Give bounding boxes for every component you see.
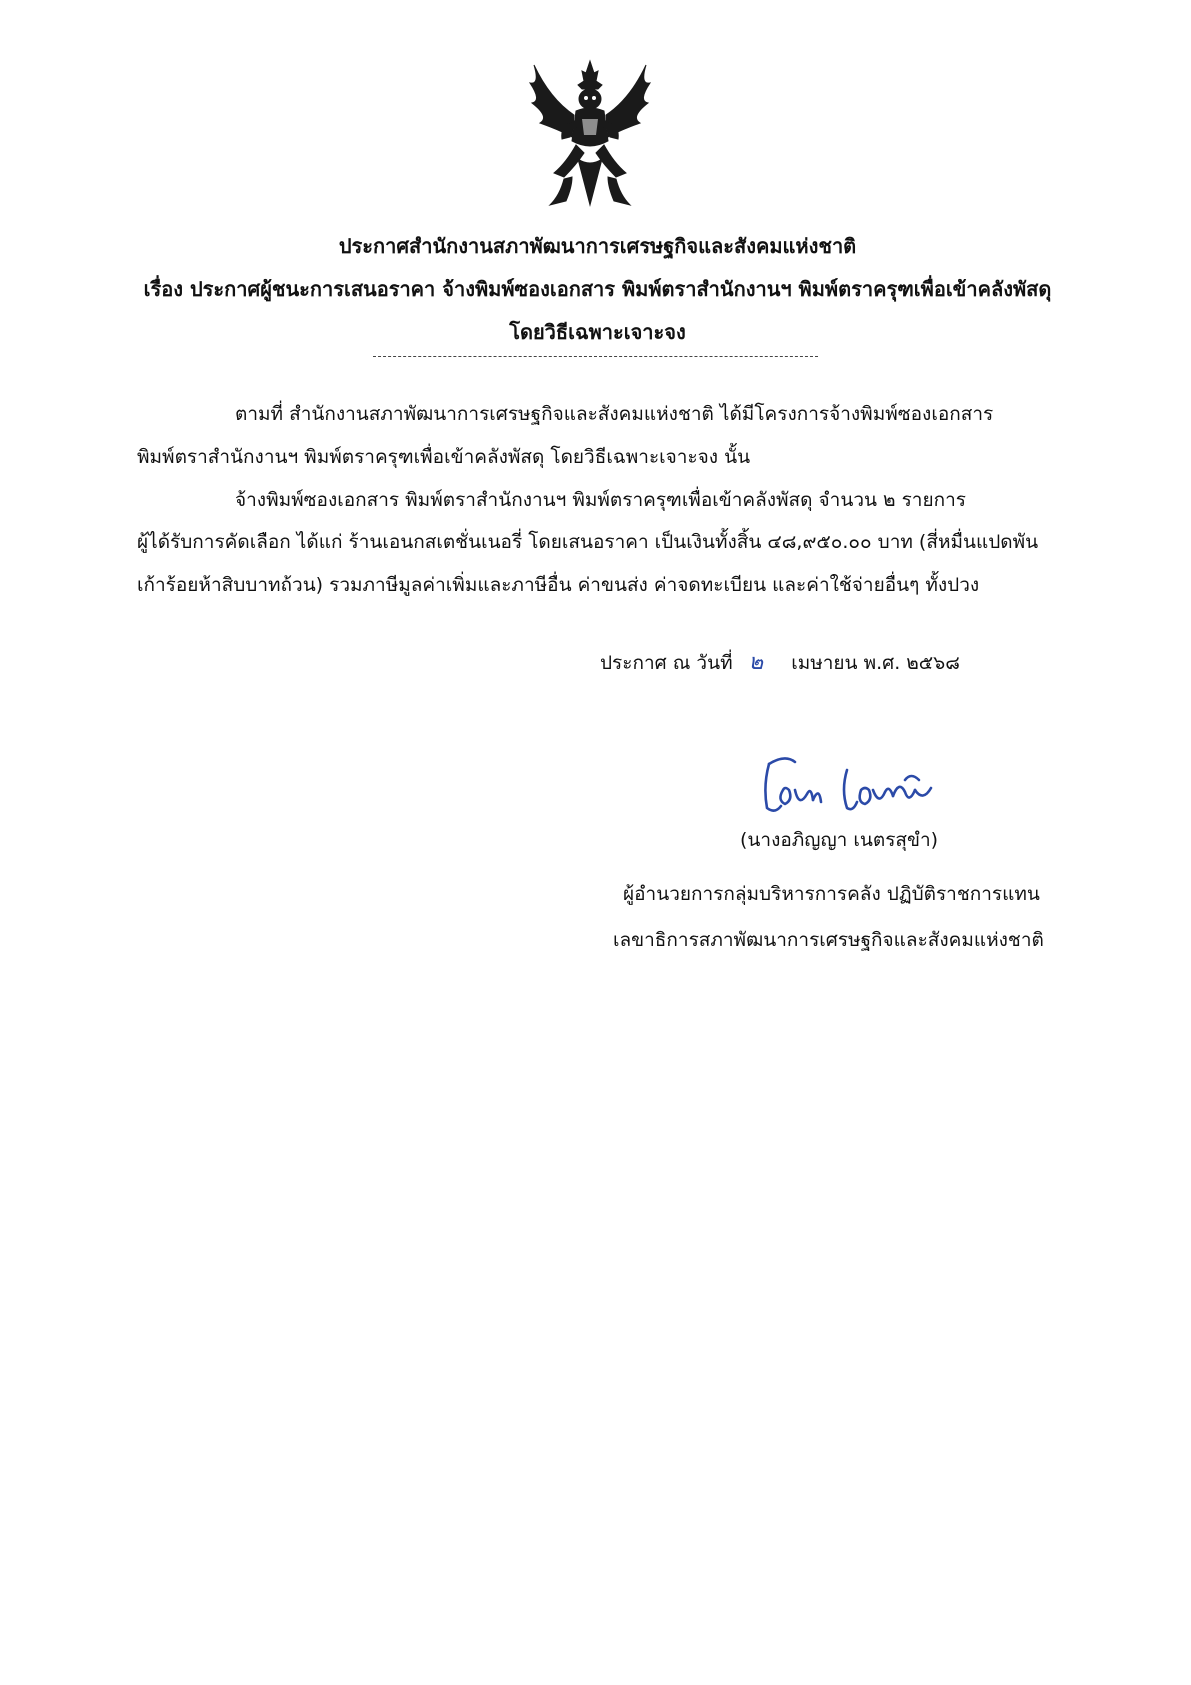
announcement-day: ๒	[748, 650, 764, 675]
signatory-name: (นางอภิญญา เนตรสุขำ)	[740, 829, 939, 851]
body-paragraph-2-line-2: ผู้ได้รับการคัดเลือก ได้แก่ ร้านเอนกสเตชั่นเนอรี่ โดยเสนอราคา เป็นเงินทั้งสิ้น ๔๘,๙๕๐.๐๐ บาท (สี่หมื่นแปดพัน	[137, 531, 1039, 553]
announcement-date	[600, 649, 960, 677]
body-paragraph-1-line-2: พิมพ์ตราสำนักงานฯ พิมพ์ตราครุฑเพื่อเข้าคลังพัสดุ โดยวิธีเฉพาะเจาะจง นั้น	[137, 446, 751, 468]
title-divider	[373, 356, 818, 357]
document-subject-method: โดยวิธีเฉพาะเจาะจง	[509, 320, 686, 344]
signatory-position-1: ผู้อำนวยการกลุ่มบริหารการคลัง ปฏิบัติราชการแทน	[623, 883, 1040, 905]
body-paragraph-1-line-1: ตามที่ สำนักงานสภาพัฒนาการเศรษฐกิจและสังคมแห่งชาติ ได้มีโครงการจ้างพิมพ์ซองเอกสาร	[235, 403, 994, 425]
signatory-position-2: เลขาธิการสภาพัฒนาการเศรษฐกิจและสังคมแห่งชาติ	[613, 929, 1044, 951]
announcement-prefix: ประกาศ ณ วันที่	[600, 652, 733, 674]
announcement-month-year: เมษายน พ.ศ. ๒๕๖๘	[791, 652, 960, 674]
document-subject: เรื่อง ประกาศผู้ชนะการเสนอราคา จ้างพิมพ์ซองเอกสาร พิมพ์ตราสำนักงานฯ พิมพ์ตราครุฑเพื่อเข้าคลังพัสดุ	[143, 277, 1052, 301]
body-paragraph-2-line-1: จ้างพิมพ์ซองเอกสาร พิมพ์ตราสำนักงานฯ พิมพ์ตราครุฑเพื่อเข้าคลังพัสดุ จำนวน ๒ รายการ	[235, 489, 966, 511]
body-paragraph-2-line-3: เก้าร้อยห้าสิบบาทถ้วน) รวมภาษีมูลค่าเพิ่มและภาษีอื่น ค่าขนส่ง ค่าจดทะเบียน และค่าใช้จ่ายอื่นๆ ทั้งปวง	[137, 574, 980, 596]
document-title: ประกาศสำนักงานสภาพัฒนาการเศรษฐกิจและสังคมแห่งชาติ	[338, 234, 857, 258]
handwritten-signature	[755, 750, 945, 820]
garuda-emblem-icon	[520, 55, 660, 220]
